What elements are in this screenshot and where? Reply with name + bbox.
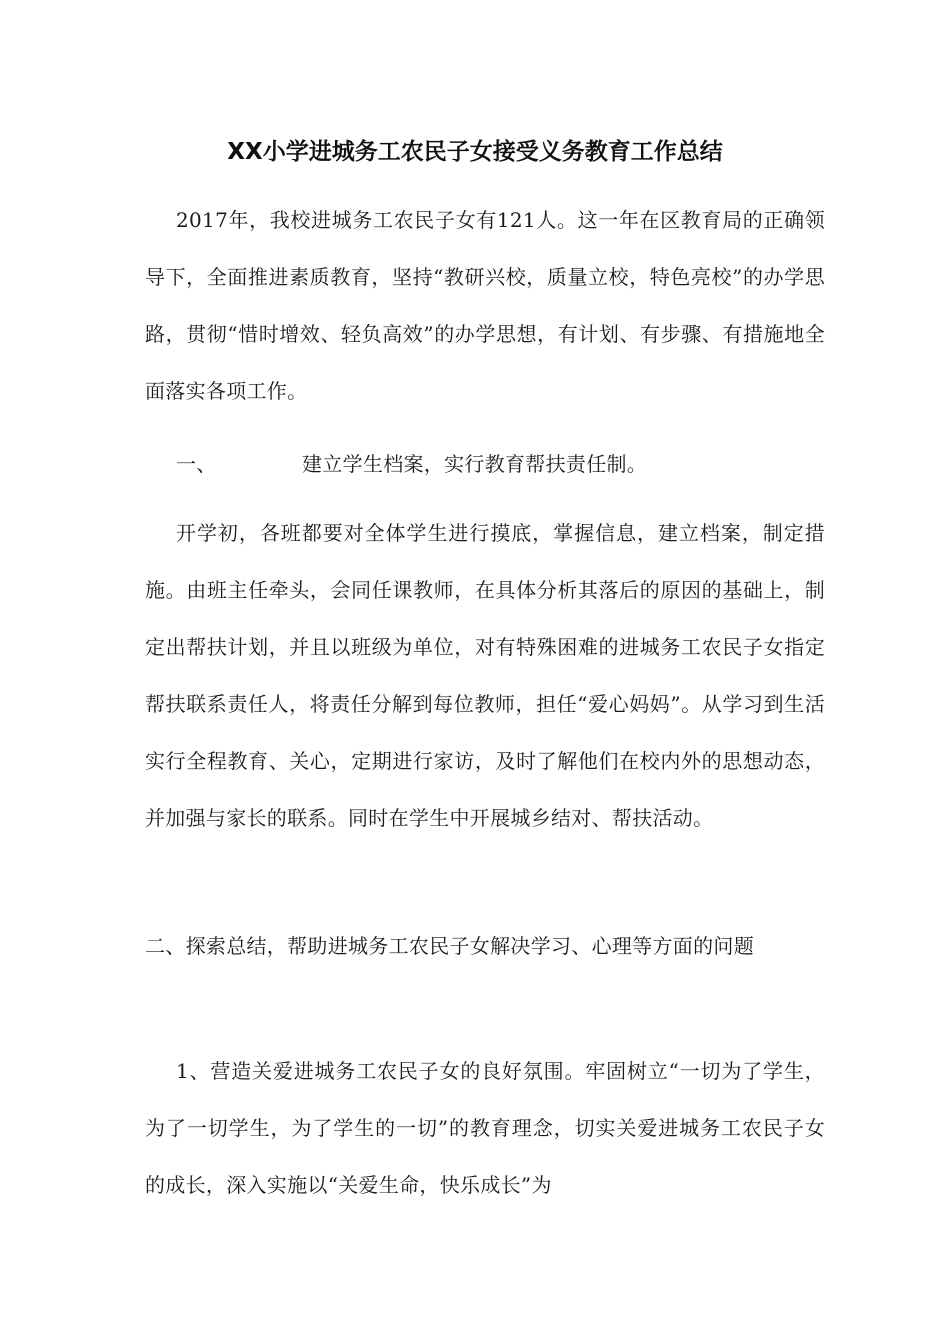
section-1-title: 建立学生档案，实行教育帮扶责任制。 xyxy=(302,452,648,476)
intro-paragraph xyxy=(145,192,825,420)
document-title: XX小学进城务工农民子女接受义务教育工作总结 xyxy=(227,139,723,165)
section-2-item-1-text: 1、营造关爱进城务工农民子女的良好氛围。牢固树立“一切为了学生，为了一切学生，为了学生的一切”的教育理念，切实关爱进城务工农民子女的成长，深入实施以“关爱生命，快乐成长”为 xyxy=(145,1059,825,1197)
section-1-body: 开学初，各班都要对全体学生进行摸底，掌握信息，建立档案，制定措施。由班主任牵头，会同任课教师，在具体分析其落后的原因的基础上，制定出帮扶计划，并且以班级为单位，对有特殊困难的进城务工农民子女指定帮扶联系责任人，将责任分解到每位教师，担任“爱心妈妈”。从学习到生活实行全程教育、关心，定期进行家访，及时了解他们在校内外的思想动态，并加强与家长的联系。同时在学生中开展城乡结对、帮扶活动。 xyxy=(145,521,825,830)
section-1-number: 一、 xyxy=(176,452,217,476)
intro-text: 2017年，我校进城务工农民子女有121人。这一年在区教育局的正确领导下，全面推进素质教育，坚持“教研兴校，质量立校，特色亮校”的办学思路，贯彻“惜时增效、轻负高效”的办学思想，有计划、有步骤、有措施地全面落实各项工作。 xyxy=(145,208,825,403)
section-2-title: 二、探索总结，帮助进城务工农民子女解决学习、心理等方面的问题 xyxy=(145,934,754,958)
section-2-item-1 xyxy=(145,1043,825,1214)
section-2-heading xyxy=(145,918,825,975)
section-1-paragraph xyxy=(145,505,825,847)
section-1-heading xyxy=(145,436,825,493)
